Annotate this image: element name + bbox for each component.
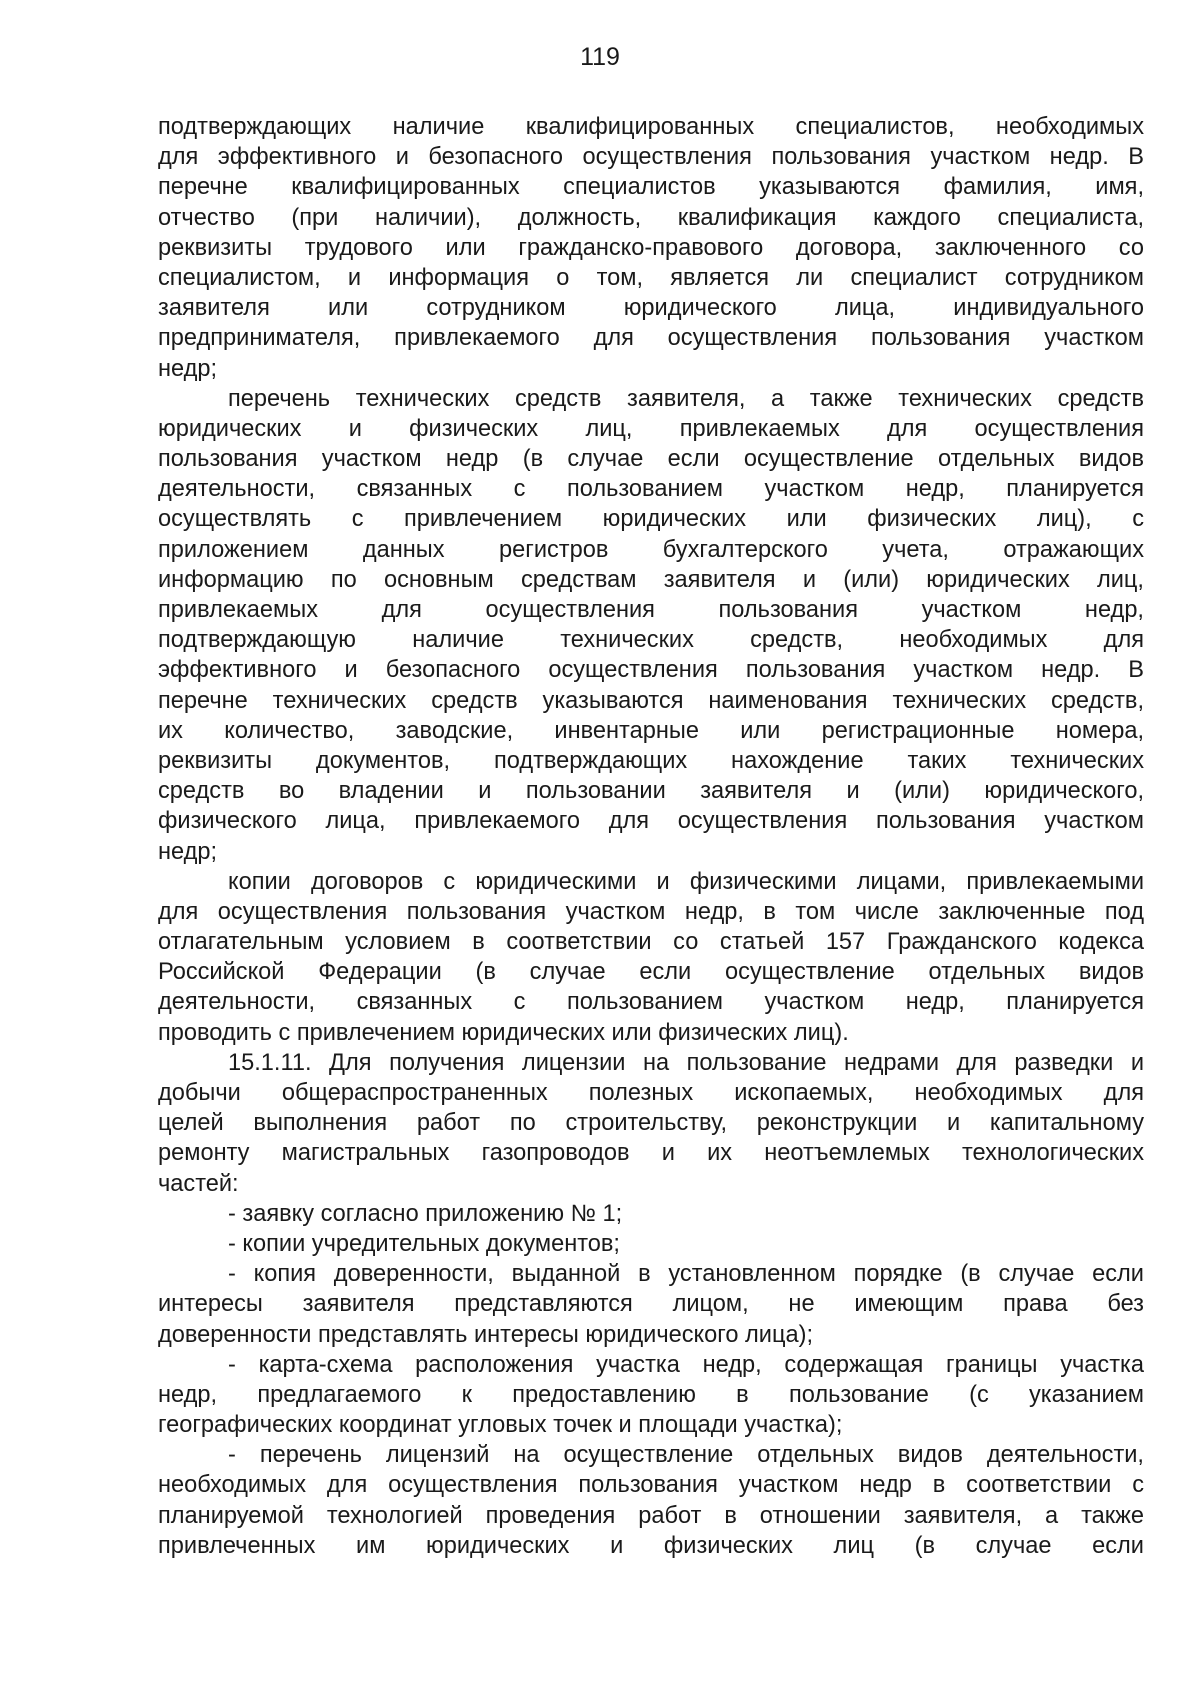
- text-line: отлагательным условием в соответствии со статьей 157 Гражданского кодекса: [158, 929, 1144, 956]
- text-line: - копии учредительных документов;: [228, 1230, 620, 1257]
- text-line: - заявку согласно приложению № 1;: [228, 1200, 623, 1227]
- text-line: добычи общераспространенных полезных ископаемых, необходимых для: [158, 1080, 1144, 1106]
- text-line: необходимых для осуществления пользования участком недр в соответствии с: [158, 1472, 1144, 1499]
- text-line: деятельности, связанных с пользованием участком недр, планируется: [158, 989, 1144, 1016]
- text-line: подтверждающих наличие квалифицированных специалистов, необходимых: [158, 114, 1144, 140]
- text-line: пользования участком недр (в случае если осуществление отдельных видов: [158, 446, 1144, 473]
- text-line: привлеченных им юридических и физических лиц (в случае если: [158, 1532, 1144, 1559]
- text-line: доверенности представлять интересы юридического лица);: [158, 1321, 814, 1348]
- text-line: - карта-схема расположения участка недр, содержащая границы участка: [228, 1351, 1144, 1378]
- body-text: [158, 112, 1144, 1561]
- text-line: - перечень лицензий на осуществление отдельных видов деятельности,: [228, 1442, 1144, 1469]
- text-line: частей:: [158, 1170, 239, 1197]
- text-line: проводить с привлечением юридических или физических лиц).: [158, 1019, 849, 1046]
- text-line: недр;: [158, 838, 218, 865]
- text-line: интересы заявителя представляются лицом, не имеющим права без: [158, 1291, 1144, 1318]
- text-line: 15.1.11. Для получения лицензии на пользование недрами для разведки и: [228, 1049, 1144, 1076]
- text-line: копии договоров с юридическими и физическими лицами, привлекаемыми: [228, 868, 1144, 895]
- text-line: географических координат угловых точек и площади участка);: [158, 1412, 843, 1439]
- text-line: физического лица, привлекаемого для осуществления пользования участком: [158, 808, 1144, 835]
- text-line: ремонту магистральных газопроводов и их неотъемлемых технологических: [158, 1140, 1144, 1167]
- text-line: перечне технических средств указываются наименования технических средств,: [158, 687, 1144, 714]
- text-line: деятельности, связанных с пользованием участком недр, планируется: [158, 476, 1144, 503]
- text-line: - копия доверенности, выданной в установленном порядке (в случае если: [228, 1261, 1144, 1288]
- text-line: подтверждающую наличие технических средств, необходимых для: [158, 627, 1144, 654]
- text-line: предпринимателя, привлекаемого для осуществления пользования участком: [158, 325, 1144, 352]
- text-line: средств во владении и пользовании заявителя и (или) юридического,: [158, 778, 1144, 805]
- text-line: их количество, заводские, инвентарные или регистрационные номера,: [158, 717, 1144, 744]
- text-line: целей выполнения работ по строительству, реконструкции и капитальному: [158, 1110, 1144, 1137]
- text-line: реквизиты документов, подтверждающих нахождение таких технических: [158, 747, 1144, 774]
- text-line: заявителя или сотрудником юридического лица, индивидуального: [158, 295, 1144, 322]
- text-line: эффективного и безопасного осуществления пользования участком недр. В: [158, 657, 1144, 684]
- text-line: юридических и физических лиц, привлекаемых для осуществления: [158, 415, 1144, 442]
- text-line: недр;: [158, 355, 218, 382]
- text-line: для эффективного и безопасного осуществления пользования участком недр. В: [158, 144, 1144, 171]
- text-line: осуществлять с привлечением юридических или физических лиц), с: [158, 506, 1144, 533]
- text-line: для осуществления пользования участком недр, в том числе заключенные под: [158, 898, 1144, 925]
- text-line: реквизиты трудового или гражданско-правового договора, заключенного со: [158, 234, 1144, 261]
- text-line: специалистом, и информация о том, является ли специалист сотрудником: [158, 264, 1144, 291]
- text-line: отчество (при наличии), должность, квалификация каждого специалиста,: [158, 204, 1144, 231]
- text-line: привлекаемых для осуществления пользования участком недр,: [158, 597, 1144, 623]
- page-number: 119: [580, 43, 620, 71]
- text-line: информацию по основным средствам заявителя и (или) юридических лиц,: [158, 566, 1144, 593]
- text-line: Российской Федерации (в случае если осуществление отдельных видов: [158, 959, 1144, 986]
- text-line: перечне квалифицированных специалистов указываются фамилия, имя,: [158, 174, 1144, 201]
- text-line: планируемой технологией проведения работ в отношении заявителя, а также: [158, 1502, 1144, 1529]
- text-line: приложением данных регистров бухгалтерского учета, отражающих: [158, 536, 1144, 563]
- text-line: недр, предлагаемого к предоставлению в пользование (с указанием: [158, 1381, 1144, 1408]
- text-line: перечень технических средств заявителя, а также технических средств: [228, 385, 1144, 412]
